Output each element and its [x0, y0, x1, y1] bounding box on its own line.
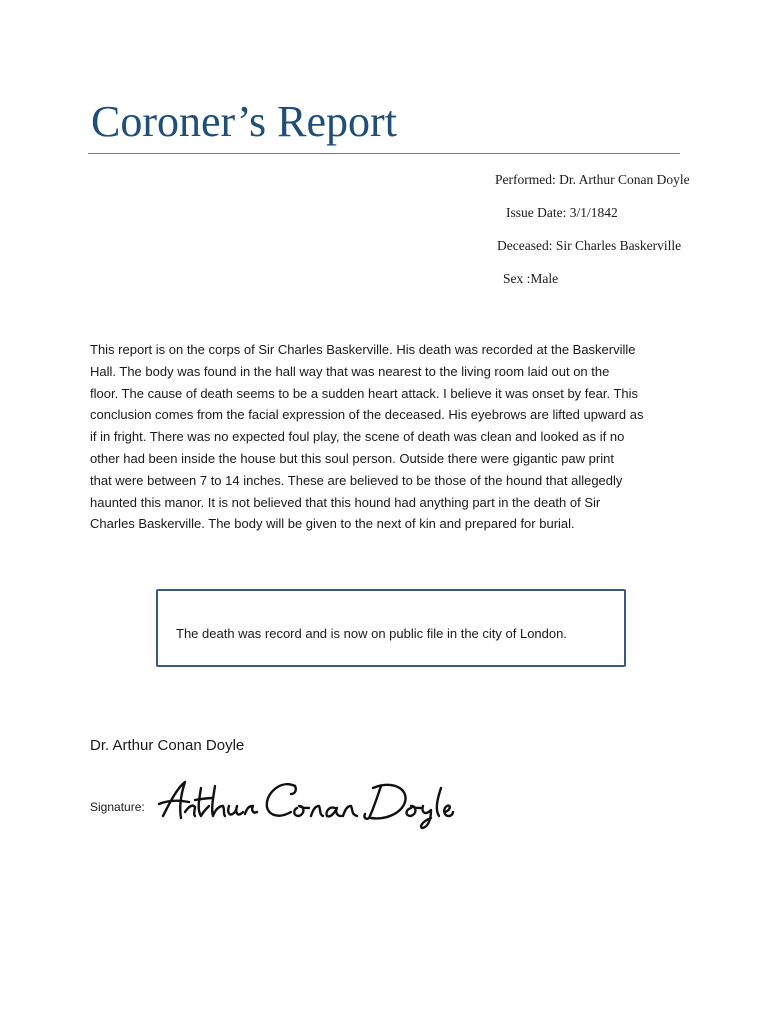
public-file-note: The death was record and is now on public file in the city of London. [176, 626, 567, 641]
report-body-line: that were between 7 to 14 inches. These are believed to be those of the hound that allegedly [90, 472, 623, 488]
handwritten-signature [155, 774, 455, 830]
report-body-line: conclusion comes from the facial expression of the deceased. His eyebrows are lifted upward as [90, 407, 644, 423]
deceased-name: Deceased: Sir Charles Baskerville [497, 238, 682, 253]
report-body-line: if in fright. There was no expected foul play, the scene of death was clean and looked as if no [90, 429, 625, 445]
report-body [90, 339, 690, 535]
report-body-line: floor. The cause of death seems to be a sudden heart attack. I believe it was onset by fear. This [90, 385, 639, 401]
issue-date: Issue Date: 3/1/1842 [506, 205, 618, 220]
report-body-line: haunted this manor. It is not believed that this hound had anything part in the death of Sir [90, 494, 601, 510]
sex-field: Sex :Male [503, 271, 559, 286]
title-divider [88, 153, 680, 154]
report-body-line: other had been inside the house but this soul person. Outside there were gigantic paw print [90, 450, 614, 466]
report-body-line: This report is on the corps of Sir Charles Baskerville. His death was recorded at the Baskerville [90, 342, 636, 357]
public-file-note-box [156, 589, 626, 667]
signature-label: Signature: [90, 800, 145, 814]
performed-by: Performed: Dr. Arthur Conan Doyle [495, 172, 690, 187]
report-body-line: Hall. The body was found in the hall way that was nearest to the living room laid out on the [90, 363, 610, 379]
report-body-line: Charles Baskerville. The body will be given to the next of kin and prepared for burial. [90, 516, 575, 532]
page-title: Coroner’s Report [91, 97, 397, 146]
author-name: Dr. Arthur Conan Doyle [90, 737, 245, 754]
